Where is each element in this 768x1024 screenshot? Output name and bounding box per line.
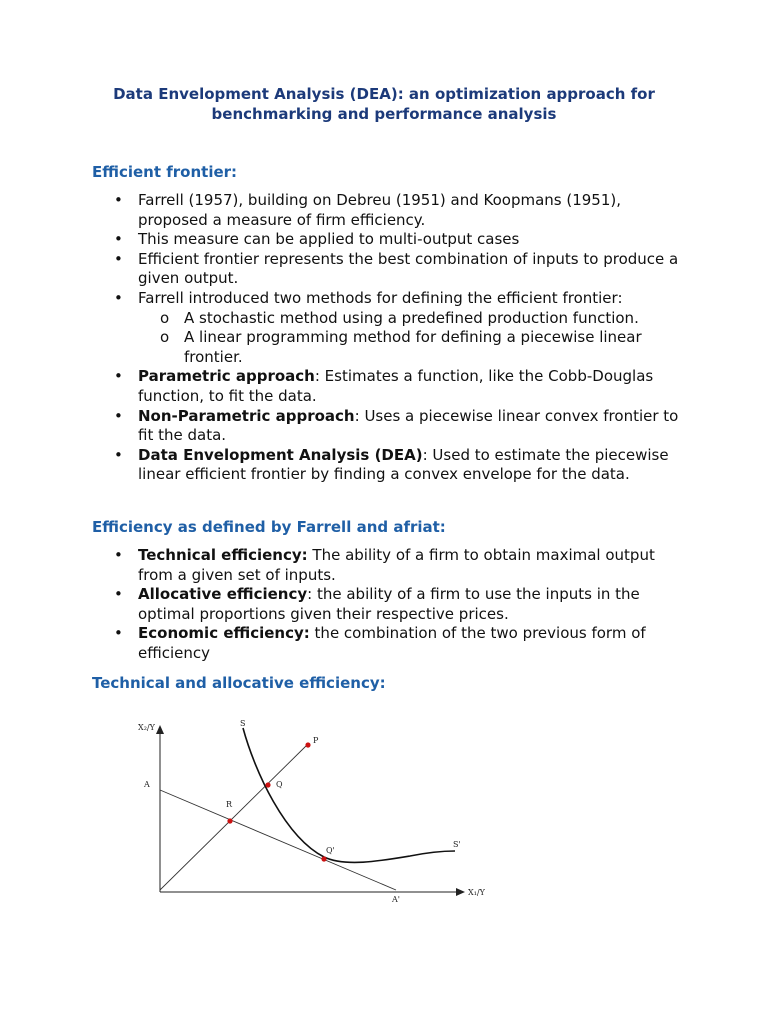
x-axis-label: X₁/Y xyxy=(468,888,485,897)
bullet-icon: • xyxy=(114,288,123,307)
sub-list-item: o A stochastic method using a predefined production function. xyxy=(160,308,639,327)
bullet-icon: • xyxy=(114,624,123,643)
bullet-icon: • xyxy=(114,585,123,604)
sub-list-item: o A linear programming method for defining a piecewise linear frontier. xyxy=(160,328,642,366)
heading-efficient-frontier: Efficient frontier: xyxy=(92,163,238,181)
bullet-icon: • xyxy=(114,230,123,249)
page-title xyxy=(0,84,768,124)
list-item: • Parametric approach: Estimates a function, like the Cobb-Douglas function, to fit the data. xyxy=(114,367,654,405)
circle-bullet-icon: o xyxy=(160,328,170,347)
y-axis-label: X₂/Y xyxy=(138,723,155,732)
label-q-prime: Q' xyxy=(326,846,335,855)
x-axis-arrow xyxy=(456,888,465,896)
isocost-line-aa xyxy=(160,790,396,890)
list-item: • Technical efficiency: The ability of a firm to obtain maximal output from a given set of inputs. xyxy=(114,546,655,584)
point-p xyxy=(305,742,310,747)
list-item: • Efficient frontier represents the best combination of inputs to produce a given output. xyxy=(114,249,679,288)
list-item: • Non-Parametric approach: Uses a piecewise linear convex frontier to fit the data. xyxy=(114,406,679,445)
label-a: A xyxy=(144,780,150,789)
efficient-frontier-list xyxy=(0,191,768,485)
ray-origin-to-p xyxy=(160,744,308,890)
list-item: • Farrell introduced two methods for defining the efficient frontier: xyxy=(114,288,623,307)
bullet-icon: • xyxy=(114,367,123,386)
bullet-icon: • xyxy=(114,191,123,209)
label-q: Q xyxy=(276,780,283,789)
label-s: S xyxy=(240,719,246,728)
bullet-icon: • xyxy=(114,406,123,425)
point-q xyxy=(265,782,270,787)
label-a-prime: A' xyxy=(392,895,400,904)
bullet-icon: • xyxy=(114,249,123,268)
isoquant-curve-ss xyxy=(243,728,455,862)
efficiency-definitions-list xyxy=(0,546,768,664)
heading-efficiency-definitions: Efficiency as defined by Farrell and afriat: xyxy=(92,518,446,536)
efficiency-diagram xyxy=(130,712,500,912)
bullet-icon: • xyxy=(114,546,123,564)
heading-technical-allocative: Technical and allocative efficiency: xyxy=(92,674,386,692)
list-item: • Farrell (1957), building on Debreu (1951) and Koopmans (1951), proposed a measure of firm efficiency. xyxy=(114,191,622,229)
label-p: P xyxy=(313,736,319,745)
page-title-line-1: Data Envelopment Analysis (DEA): an optimization approach for xyxy=(113,85,655,103)
list-item: • This measure can be applied to multi-output cases xyxy=(114,230,520,249)
list-item: • Economic efficiency: the combination of the two previous form of efficiency xyxy=(114,624,646,662)
label-s-prime: S' xyxy=(453,840,461,849)
circle-bullet-icon: o xyxy=(160,308,170,327)
list-item: • Data Envelopment Analysis (DEA): Used to estimate the piecewise linear efficient frontier by finding a convex envelope for the data. xyxy=(114,445,669,484)
point-r xyxy=(227,818,232,823)
label-r: R xyxy=(226,800,233,809)
y-axis-arrow xyxy=(156,725,164,734)
page-title-line-2: benchmarking and performance analysis xyxy=(211,105,557,123)
list-item: • Allocative efficiency: the ability of a firm to use the inputs in the optimal proportions given their respective prices. xyxy=(114,585,640,623)
point-q-prime xyxy=(321,856,326,861)
bullet-icon: • xyxy=(114,445,123,464)
